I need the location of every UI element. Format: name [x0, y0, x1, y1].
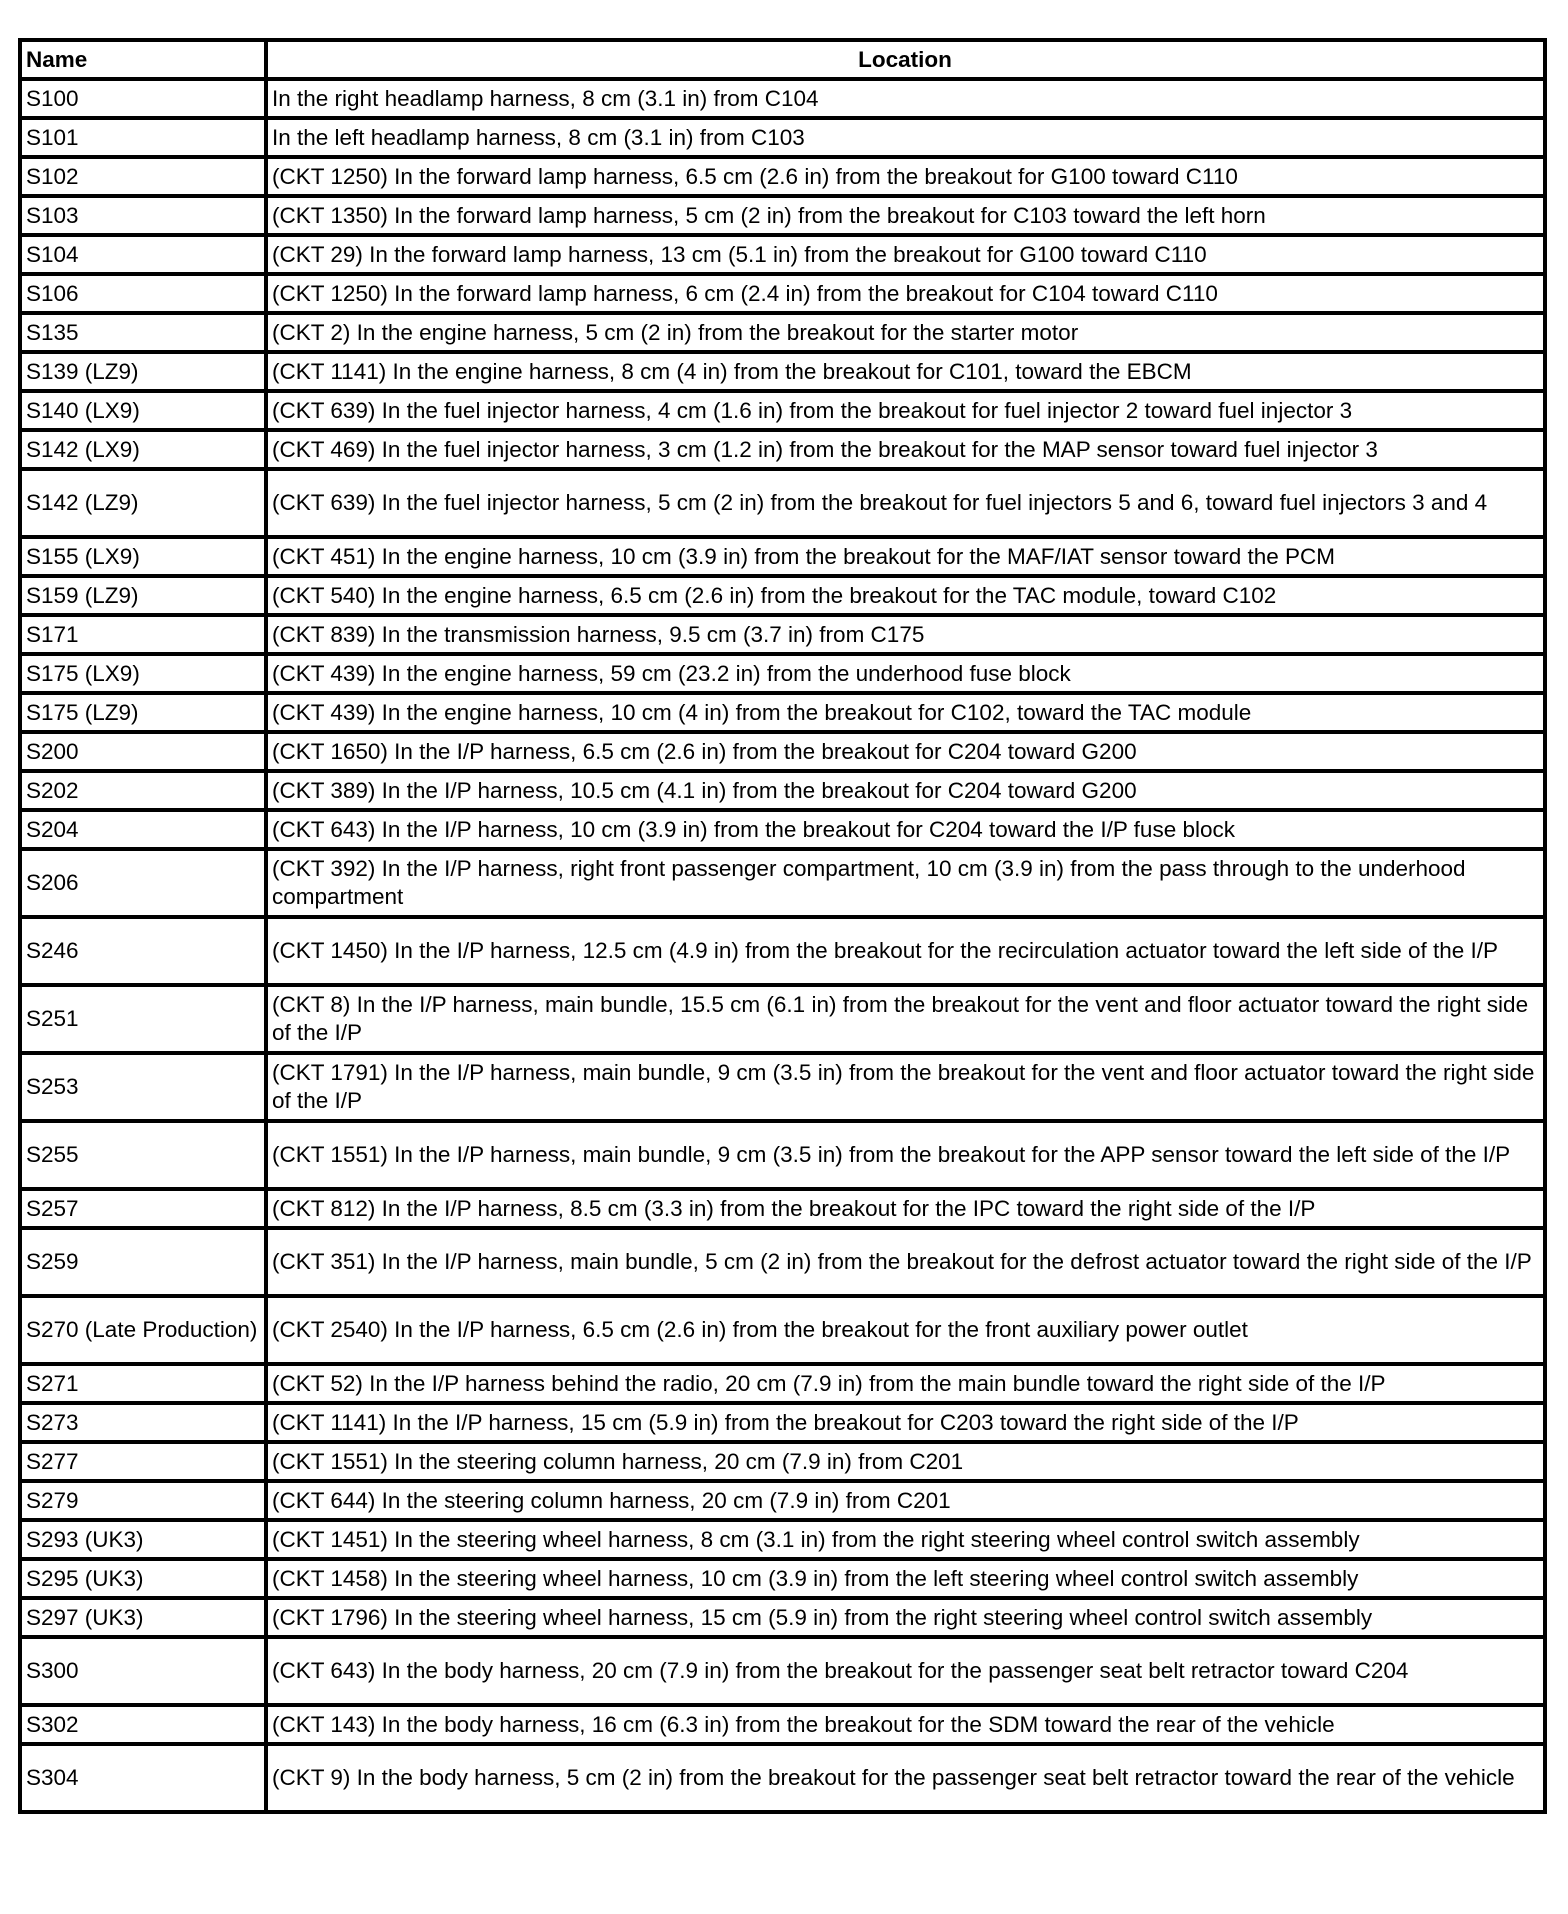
cell-location: (CKT 812) In the I/P harness, 8.5 cm (3.3 in) from the breakout for the IPC toward the right side of the I/P: [266, 1189, 1545, 1228]
cell-location: (CKT 1250) In the forward lamp harness, 6.5 cm (2.6 in) from the breakout for G100 toward C110: [266, 157, 1545, 196]
cell-location: (CKT 8) In the I/P harness, main bundle, 15.5 cm (6.1 in) from the breakout for the vent and floor actuator toward the right side of the I/P: [266, 985, 1545, 1053]
cell-location: (CKT 643) In the body harness, 20 cm (7.9 in) from the breakout for the passenger seat belt retractor toward C204: [266, 1637, 1545, 1705]
cell-location: (CKT 639) In the fuel injector harness, 4 cm (1.6 in) from the breakout for fuel injector 2 toward fuel injector 3: [266, 391, 1545, 430]
cell-location: (CKT 644) In the steering column harness, 20 cm (7.9 in) from C201: [266, 1481, 1545, 1520]
cell-location: (CKT 1141) In the I/P harness, 15 cm (5.9 in) from the breakout for C203 toward the right side of the I/P: [266, 1403, 1545, 1442]
table-row: [20, 1744, 1545, 1812]
cell-name: S100: [20, 79, 266, 118]
cell-location: (CKT 389) In the I/P harness, 10.5 cm (4.1 in) from the breakout for C204 toward G200: [266, 771, 1545, 810]
cell-name: S246: [20, 917, 266, 985]
cell-name: S300: [20, 1637, 266, 1705]
cell-name: S171: [20, 615, 266, 654]
cell-location: (CKT 1350) In the forward lamp harness, 5 cm (2 in) from the breakout for C103 toward the left horn: [266, 196, 1545, 235]
table-row: [20, 985, 1545, 1053]
cell-name: S155 (LX9): [20, 537, 266, 576]
cell-name: S159 (LZ9): [20, 576, 266, 615]
cell-name: S257: [20, 1189, 266, 1228]
cell-name: S103: [20, 196, 266, 235]
cell-location: (CKT 1791) In the I/P harness, main bundle, 9 cm (3.5 in) from the breakout for the vent and floor actuator toward the right side of the I/P: [266, 1053, 1545, 1121]
cell-name: S106: [20, 274, 266, 313]
cell-location: (CKT 1451) In the steering wheel harness, 8 cm (3.1 in) from the right steering wheel control switch assembly: [266, 1520, 1545, 1559]
cell-name: S175 (LZ9): [20, 693, 266, 732]
table-row: [20, 1403, 1545, 1442]
cell-location: In the left headlamp harness, 8 cm (3.1 in) from C103: [266, 118, 1545, 157]
cell-location: (CKT 439) In the engine harness, 10 cm (4 in) from the breakout for C102, toward the TAC module: [266, 693, 1545, 732]
table-row: [20, 1481, 1545, 1520]
cell-name: S102: [20, 157, 266, 196]
cell-location: (CKT 351) In the I/P harness, main bundle, 5 cm (2 in) from the breakout for the defrost actuator toward the right side of the I/P: [266, 1228, 1545, 1296]
cell-name: S140 (LX9): [20, 391, 266, 430]
cell-location: (CKT 1650) In the I/P harness, 6.5 cm (2.6 in) from the breakout for C204 toward G200: [266, 732, 1545, 771]
cell-location: (CKT 2) In the engine harness, 5 cm (2 in) from the breakout for the starter motor: [266, 313, 1545, 352]
cell-location: (CKT 643) In the I/P harness, 10 cm (3.9 in) from the breakout for C204 toward the I/P fuse block: [266, 810, 1545, 849]
cell-name: S135: [20, 313, 266, 352]
splice-location-table: [18, 38, 1547, 1814]
table-row: [20, 1442, 1545, 1481]
cell-name: S139 (LZ9): [20, 352, 266, 391]
cell-name: S175 (LX9): [20, 654, 266, 693]
table-row: [20, 1296, 1545, 1364]
table-row: [20, 196, 1545, 235]
cell-name: S270 (Late Production): [20, 1296, 266, 1364]
cell-location: (CKT 52) In the I/P harness behind the radio, 20 cm (7.9 in) from the main bundle toward the right side of the I/P: [266, 1364, 1545, 1403]
table-row: [20, 693, 1545, 732]
cell-name: S251: [20, 985, 266, 1053]
cell-name: S259: [20, 1228, 266, 1296]
table-row: [20, 391, 1545, 430]
cell-location: (CKT 639) In the fuel injector harness, 5 cm (2 in) from the breakout for fuel injectors 5 and 6, toward fuel injectors 3 and 4: [266, 469, 1545, 537]
splice-location-table-container: [18, 38, 1543, 1814]
table-row: [20, 1364, 1545, 1403]
table-row: [20, 235, 1545, 274]
table-row: [20, 849, 1545, 917]
table-row: [20, 118, 1545, 157]
header-name: Name: [20, 40, 266, 79]
cell-location: (CKT 1551) In the steering column harness, 20 cm (7.9 in) from C201: [266, 1442, 1545, 1481]
table-row: [20, 1705, 1545, 1744]
cell-name: S253: [20, 1053, 266, 1121]
cell-name: S304: [20, 1744, 266, 1812]
table-row: [20, 313, 1545, 352]
table-row: [20, 79, 1545, 118]
cell-location: (CKT 9) In the body harness, 5 cm (2 in) from the breakout for the passenger seat belt retractor toward the rear of the vehicle: [266, 1744, 1545, 1812]
table-row: [20, 1520, 1545, 1559]
cell-name: S297 (UK3): [20, 1598, 266, 1637]
cell-location: (CKT 2540) In the I/P harness, 6.5 cm (2.6 in) from the breakout for the front auxiliary power outlet: [266, 1296, 1545, 1364]
header-location: Location: [266, 40, 1545, 79]
cell-name: S104: [20, 235, 266, 274]
cell-location: (CKT 143) In the body harness, 16 cm (6.3 in) from the breakout for the SDM toward the rear of the vehicle: [266, 1705, 1545, 1744]
table-row: [20, 771, 1545, 810]
cell-name: S295 (UK3): [20, 1559, 266, 1598]
table-row: [20, 654, 1545, 693]
table-row: [20, 274, 1545, 313]
table-row: [20, 810, 1545, 849]
cell-name: S273: [20, 1403, 266, 1442]
table-row: [20, 1189, 1545, 1228]
cell-location: (CKT 29) In the forward lamp harness, 13 cm (5.1 in) from the breakout for G100 toward C110: [266, 235, 1545, 274]
table-row: [20, 1121, 1545, 1189]
cell-location: (CKT 839) In the transmission harness, 9.5 cm (3.7 in) from C175: [266, 615, 1545, 654]
table-row: [20, 469, 1545, 537]
table-row: [20, 1053, 1545, 1121]
cell-location: (CKT 1458) In the steering wheel harness, 10 cm (3.9 in) from the left steering wheel control switch assembly: [266, 1559, 1545, 1598]
table-row: [20, 537, 1545, 576]
table-row: [20, 732, 1545, 771]
cell-location: (CKT 1551) In the I/P harness, main bundle, 9 cm (3.5 in) from the breakout for the APP sensor toward the left side of the I/P: [266, 1121, 1545, 1189]
cell-location: (CKT 1141) In the engine harness, 8 cm (4 in) from the breakout for C101, toward the EBCM: [266, 352, 1545, 391]
cell-name: S101: [20, 118, 266, 157]
cell-name: S279: [20, 1481, 266, 1520]
table-row: [20, 615, 1545, 654]
table-row: [20, 1559, 1545, 1598]
cell-location: (CKT 540) In the engine harness, 6.5 cm (2.6 in) from the breakout for the TAC module, toward C102: [266, 576, 1545, 615]
cell-name: S277: [20, 1442, 266, 1481]
cell-name: S142 (LX9): [20, 430, 266, 469]
table-header-row: [20, 40, 1545, 79]
table-row: [20, 1228, 1545, 1296]
cell-name: S255: [20, 1121, 266, 1189]
cell-name: S142 (LZ9): [20, 469, 266, 537]
cell-location: (CKT 451) In the engine harness, 10 cm (3.9 in) from the breakout for the MAF/IAT sensor toward the PCM: [266, 537, 1545, 576]
cell-location: (CKT 392) In the I/P harness, right front passenger compartment, 10 cm (3.9 in) from the pass through to the underhood compartment: [266, 849, 1545, 917]
cell-name: S204: [20, 810, 266, 849]
cell-name: S202: [20, 771, 266, 810]
cell-location: In the right headlamp harness, 8 cm (3.1 in) from C104: [266, 79, 1545, 118]
table-row: [20, 1637, 1545, 1705]
table-row: [20, 352, 1545, 391]
cell-location: (CKT 439) In the engine harness, 59 cm (23.2 in) from the underhood fuse block: [266, 654, 1545, 693]
table-row: [20, 576, 1545, 615]
cell-name: S206: [20, 849, 266, 917]
table-row: [20, 430, 1545, 469]
cell-location: (CKT 469) In the fuel injector harness, 3 cm (1.2 in) from the breakout for the MAP sensor toward fuel injector 3: [266, 430, 1545, 469]
cell-name: S293 (UK3): [20, 1520, 266, 1559]
cell-name: S302: [20, 1705, 266, 1744]
table-row: [20, 917, 1545, 985]
cell-location: (CKT 1450) In the I/P harness, 12.5 cm (4.9 in) from the breakout for the recirculation actuator toward the left side of the I/P: [266, 917, 1545, 985]
table-row: [20, 1598, 1545, 1637]
table-row: [20, 157, 1545, 196]
cell-location: (CKT 1250) In the forward lamp harness, 6 cm (2.4 in) from the breakout for C104 toward C110: [266, 274, 1545, 313]
cell-name: S200: [20, 732, 266, 771]
cell-location: (CKT 1796) In the steering wheel harness, 15 cm (5.9 in) from the right steering wheel control switch assembly: [266, 1598, 1545, 1637]
cell-name: S271: [20, 1364, 266, 1403]
